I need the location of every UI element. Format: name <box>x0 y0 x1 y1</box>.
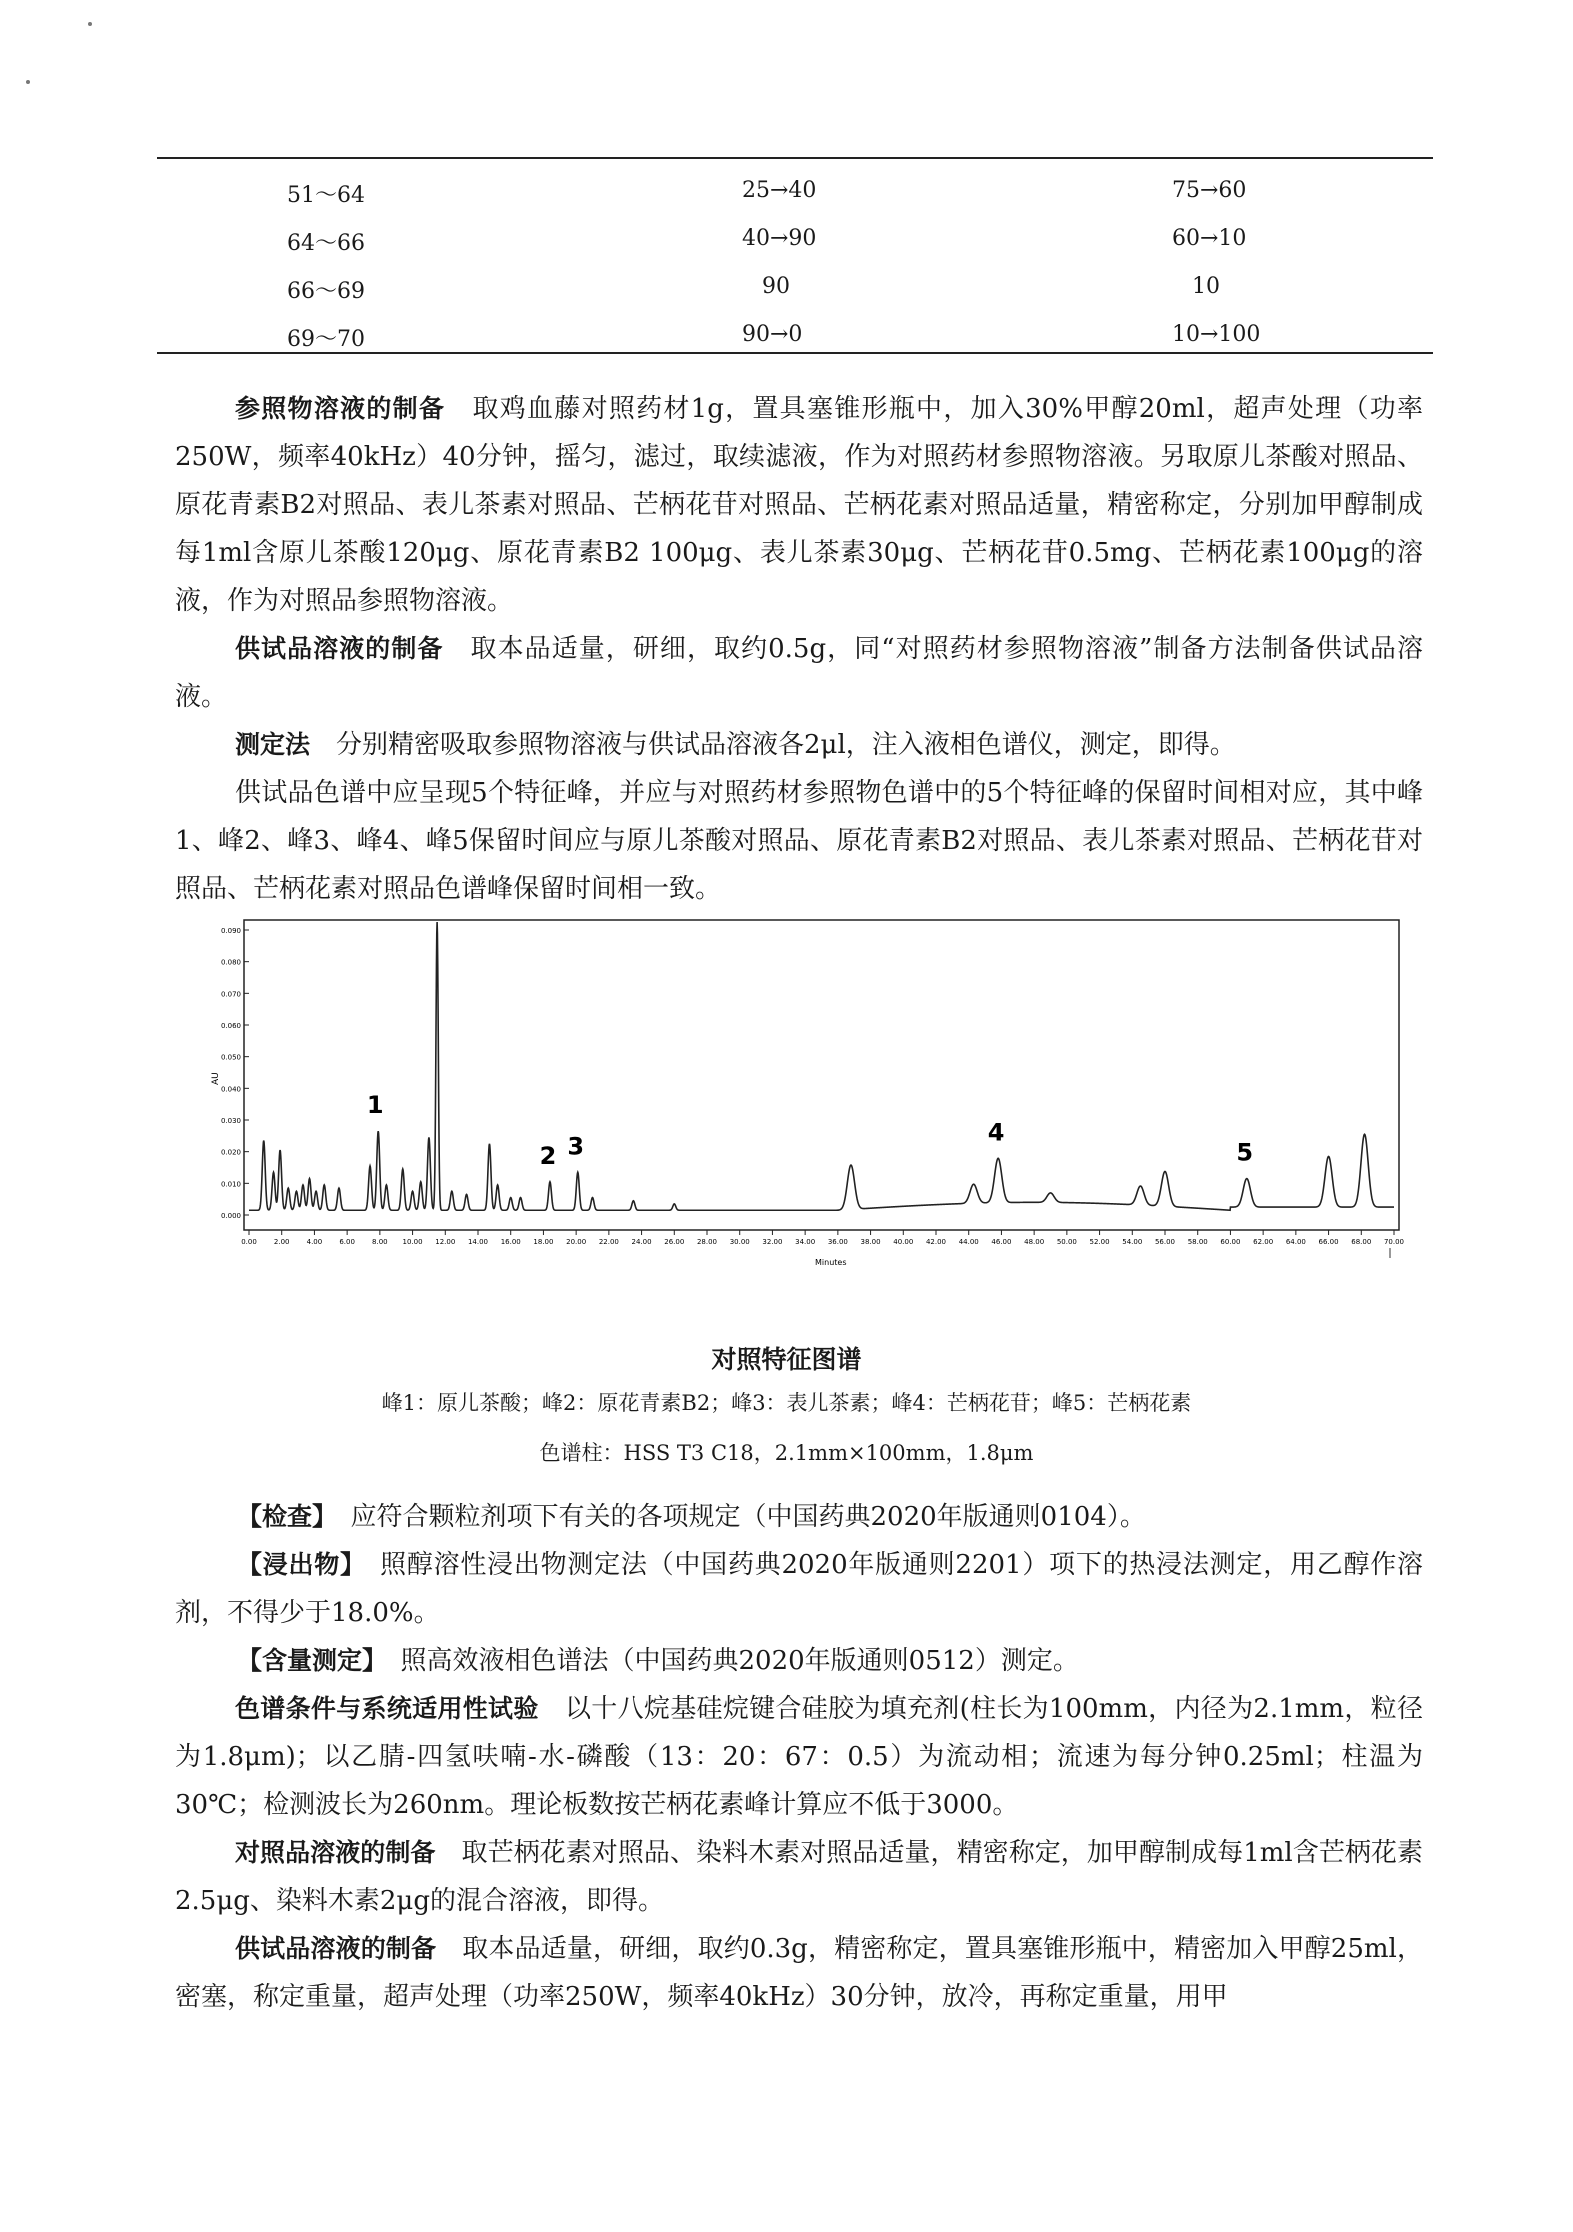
x-tick-label: 68.00 <box>1351 1238 1372 1246</box>
section-body: 以十八烷基硅烷键合硅胶为填充剂(柱长为100mm，内径为2.1mm，粒径为1.8μm)；以乙腈-四氢呋喃-水-磷酸（13：20：67：0.5）为流动相；流速为每分钟0.25ml；柱温为30℃；检测波长为260nm。理论板数按芒柄花素峰计算应不低于3000。 <box>175 1694 1423 1820</box>
table-cell-phase-a: 90 <box>762 274 790 299</box>
section-heading: 供试品溶液的制备 <box>235 1934 437 1963</box>
x-tick-label: 60.00 <box>1220 1238 1241 1246</box>
x-tick-label: 30.00 <box>729 1238 750 1246</box>
section-body: 供试品色谱中应呈现5个特征峰，并应与对照药材参照物色谱中的5个特征峰的保留时间相对应，其中峰1、峰2、峰3、峰4、峰5保留时间应与原儿茶酸对照品、原花青素B2对照品、表儿茶素对照品、芒柄花苷对照品、芒柄花素对照品色谱峰保留时间相一致。 <box>175 778 1423 904</box>
scan-speck <box>26 80 30 84</box>
section-heading: 色谱条件与系统适用性试验 <box>235 1694 539 1723</box>
x-tick-label: 14.00 <box>467 1238 489 1246</box>
section-test-solution <box>175 625 1423 721</box>
x-tick-label: 56.00 <box>1154 1238 1176 1246</box>
section-heading: 对照品溶液的制备 <box>235 1838 436 1867</box>
y-tick-label: 0.030 <box>220 1117 241 1125</box>
x-tick-label: 32.00 <box>762 1238 783 1246</box>
plot-frame <box>244 920 1399 1230</box>
section-body: 取鸡血藤对照药材1g，置具塞锥形瓶中，加入30%甲醇20ml，超声处理（功率250W，频率40kHz）40分钟，摇匀，滤过，取续滤液，作为对照药材参照物溶液。另取原儿茶酸对照品、原花青素B2对照品、表儿茶素对照品、芒柄花苷对照品、芒柄花素对照品适量，精密称定，分别加甲醇制成每1ml含原儿茶酸120μg、原花青素B2 100μg、表儿茶素30μg、芒柄花苷0.5mg、芒柄花素100μg的溶液，作为对照品参照物溶液。 <box>175 394 1423 616</box>
table-cell-phase-b: 10→100 <box>1172 322 1261 347</box>
x-tick-label: 24.00 <box>631 1238 652 1246</box>
x-tick-label: 66.00 <box>1318 1238 1339 1246</box>
x-tick-label: 20.00 <box>566 1238 587 1246</box>
x-tick-label: 34.00 <box>795 1238 816 1246</box>
y-tick-label: 0.060 <box>220 1022 241 1030</box>
y-tick-label: 0.000 <box>220 1212 241 1220</box>
section-method <box>175 721 1423 769</box>
section-standard-solution <box>175 1829 1423 1925</box>
figure-column-info: 色谱柱：HSS T3 C18，2.1mm×100mm，1.8μm <box>539 1441 1034 1465</box>
section-heading: 测定法 <box>235 730 311 759</box>
x-tick-label: 36.00 <box>827 1238 848 1246</box>
section-reference-solution <box>175 385 1423 625</box>
y-tick-label: 0.010 <box>220 1180 241 1189</box>
section-assay <box>237 1637 1423 1685</box>
figure-title: 对照特征图谱 <box>711 1345 862 1374</box>
section-heading: 参照物溶液的制备 <box>235 394 446 423</box>
x-tick-label: 52.00 <box>1089 1238 1110 1246</box>
x-tick-label: 6.00 <box>339 1238 355 1246</box>
table-bottom-rule <box>157 352 1433 354</box>
x-tick-label: 4.00 <box>306 1238 323 1246</box>
table-cell-time: 69～70 <box>287 327 365 352</box>
peak-label: 2 <box>539 1141 557 1170</box>
x-tick-label: 10.00 <box>402 1238 423 1246</box>
peak-label: 3 <box>567 1132 585 1161</box>
section-body: 取本品适量，研细，取约0.5g，同“对照药材参照物溶液”制备方法制备供试品溶液。 <box>175 634 1423 712</box>
table-row <box>157 226 1433 266</box>
x-tick-label: 16.00 <box>500 1238 521 1246</box>
x-tick-label: 70.00 <box>1383 1238 1405 1246</box>
x-tick-label: 28.00 <box>696 1238 718 1246</box>
x-tick-label: 46.00 <box>991 1238 1012 1246</box>
table-cell-phase-a: 90→0 <box>742 322 803 347</box>
peak-label: 1 <box>366 1091 384 1120</box>
table-top-rule <box>157 157 1433 159</box>
x-tick-label: 18.00 <box>533 1238 554 1246</box>
table-cell-time: 64～66 <box>287 231 365 256</box>
scan-speck <box>88 22 92 26</box>
table-row <box>157 274 1433 314</box>
section-body: 应符合颗粒剂项下有关的各项规定（中国药典2020年版通则0104）。 <box>324 1502 1146 1532</box>
chromatogram-trace <box>249 922 1394 1210</box>
table-row <box>157 322 1433 362</box>
x-tick-label: 50.00 <box>1056 1238 1077 1246</box>
x-tick-label: 40.00 <box>893 1238 914 1246</box>
table-cell-time: 51～64 <box>287 183 365 208</box>
section-heading: 【含量测定】 <box>237 1646 375 1675</box>
x-tick-label: 8.00 <box>372 1238 388 1246</box>
figure-legend: 峰1：原儿茶酸；峰2：原花青素B2；峰3：表儿茶素；峰4：芒柄花苷；峰5：芒柄花素 <box>381 1391 1192 1415</box>
chromatogram-chart <box>210 915 1410 1290</box>
y-tick-label: 0.020 <box>220 1148 241 1157</box>
y-tick-label: 0.080 <box>220 958 241 967</box>
x-tick-label: 54.00 <box>1122 1238 1143 1246</box>
section-body: 照醇溶性浸出物测定法（中国药典2020年版通则2201）项下的热浸法测定，用乙醇作溶剂，不得少于18.0%。 <box>175 1550 1423 1628</box>
table-cell-phase-a: 40→90 <box>742 226 817 251</box>
section-inspection <box>237 1493 1423 1541</box>
y-tick-label: 0.050 <box>220 1053 241 1062</box>
y-tick-label: 0.070 <box>220 990 241 999</box>
table-cell-phase-b: 75→60 <box>1172 178 1247 203</box>
section-body: 取芒柄花素对照品、染料木素对照品适量，精密称定，加甲醇制成每1ml含芒柄花素2.5μg、染料木素2μg的混合溶液，即得。 <box>175 1838 1423 1916</box>
x-tick-label: 64.00 <box>1285 1238 1306 1246</box>
section-sample-solution <box>175 1925 1423 2021</box>
y-tick-label: 0.040 <box>220 1085 241 1094</box>
x-axis-label: Minutes <box>815 1258 847 1267</box>
section-chromatographic-conditions <box>175 1685 1423 1829</box>
table-cell-phase-b: 10 <box>1192 274 1220 299</box>
x-tick-label: 44.00 <box>958 1238 979 1246</box>
x-tick-label: 26.00 <box>664 1238 685 1246</box>
x-tick-label: 58.00 <box>1187 1238 1208 1246</box>
table-cell-time: 66～69 <box>287 279 365 304</box>
section-body: 分别精密吸取参照物溶液与供试品溶液各2μl，注入液相色谱仪，测定，即得。 <box>310 730 1236 760</box>
y-tick-label: 0.090 <box>220 927 241 935</box>
x-tick-label: 0.00 <box>241 1238 257 1246</box>
section-heading: 供试品溶液的制备 <box>235 634 444 663</box>
peak-label: 4 <box>987 1118 1005 1147</box>
x-tick-label: 2.00 <box>273 1238 290 1246</box>
peak-label: 5 <box>1236 1138 1254 1167</box>
table-cell-phase-a: 25→40 <box>742 178 817 203</box>
x-tick-label: 48.00 <box>1024 1238 1045 1246</box>
y-axis-label: AU <box>211 1072 221 1085</box>
x-tick-label: 42.00 <box>925 1238 947 1246</box>
x-tick-label: 22.00 <box>598 1238 619 1246</box>
table-row <box>157 178 1433 218</box>
section-extract <box>175 1541 1423 1637</box>
section-heading: 【浸出物】 <box>237 1550 354 1579</box>
section-requirement <box>175 769 1423 913</box>
section-heading: 【检查】 <box>237 1502 325 1531</box>
section-body: 取本品适量，研细，取约0.3g，精密称定，置具塞锥形瓶中，精密加入甲醇25ml，密塞，称定重量，超声处理（功率250W，频率40kHz）30分钟，放冷，再称定重量，用甲 <box>175 1934 1423 2012</box>
x-tick-label: 62.00 <box>1253 1238 1274 1246</box>
x-tick-label: 12.00 <box>435 1238 456 1246</box>
table-cell-phase-b: 60→10 <box>1172 226 1247 251</box>
section-body: 照高效液相色谱法（中国药典2020年版通则0512）测定。 <box>374 1646 1079 1676</box>
x-tick-label: 38.00 <box>860 1238 881 1246</box>
